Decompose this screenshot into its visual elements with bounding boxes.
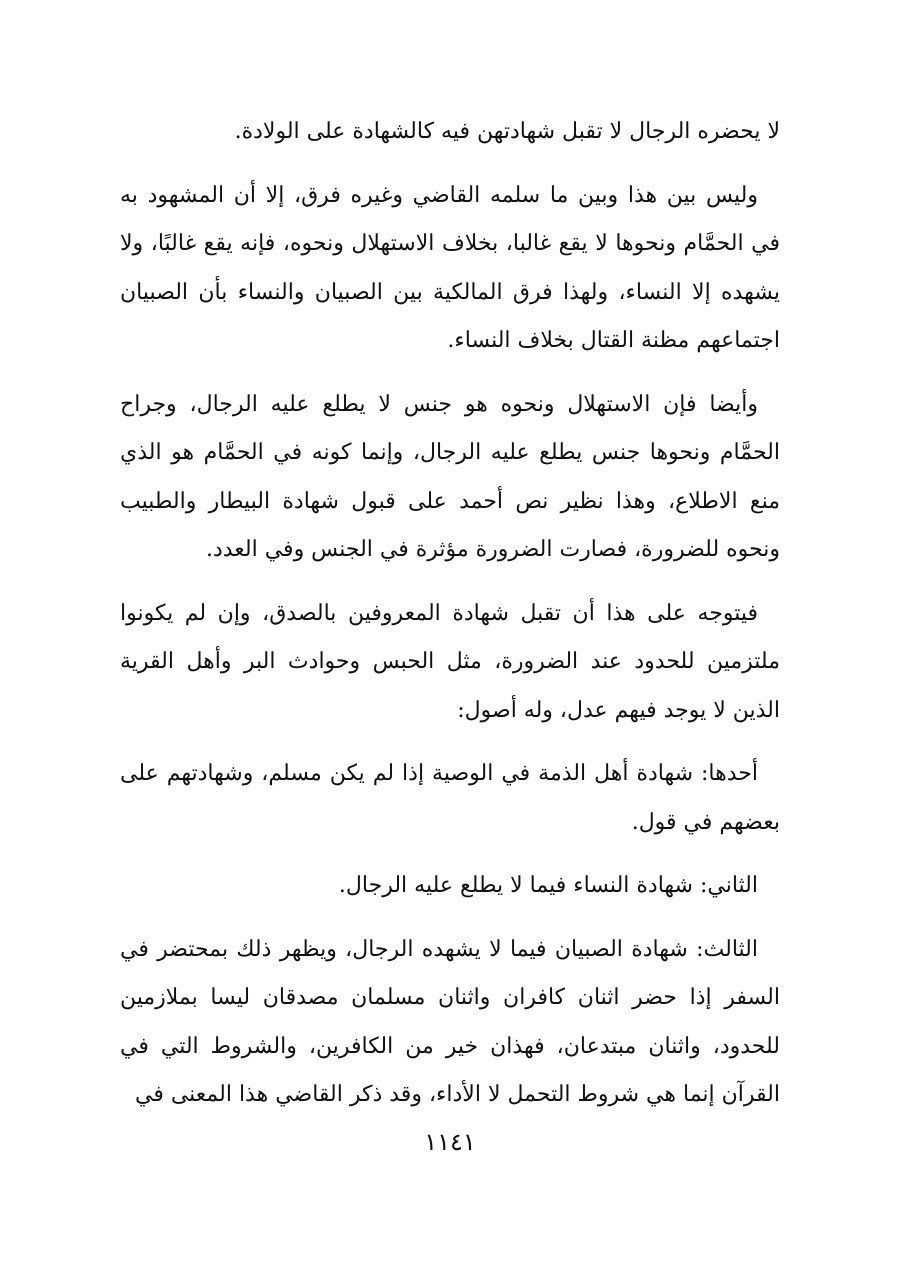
paragraph-second-principle: الثاني: شهادة النساء فيما لا يطلع عليه الرجال.: [338, 873, 758, 898]
body-text: [120, 108, 780, 1135]
paragraph: وأيضا فإن الاستهلال ونحوه هو جنس لا يطلع عليه الرجال، وجراح الحمَّام ونحوها جنس يطلع عليه الرجال، وإنما كونه في الحمَّام هو الذي منع الاطلاع، وهذا نظير نص أحمد على قبول شهادة البيطار والطبيب ونحوه للضرورة، فصارت الضرورة مؤثرة في الجنس وفي العدد.: [120, 391, 780, 562]
paragraph-first-principle: أحدها: شهادة أهل الذمة في الوصية إذا لم يكن مسلم، وشهادتهم على بعضهم في قول.: [120, 761, 780, 835]
paragraph: فيتوجه على هذا أن تقبل شهادة المعروفين بالصدق، وإن لم يكونوا ملتزمين للحدود عند الضرورة، مثل الحبس وحوادث البر وأهل القرية الذين لا يوجد فيهم عدل، وله أصول:: [120, 600, 780, 723]
paragraph-continuation: لا يحضره الرجال لا تقبل شهادتهن فيه كالشهادة على الولادة.: [234, 119, 780, 144]
paragraph-third-principle: الثالث: شهادة الصبيان فيما لا يشهده الرجال، ويظهر ذلك بمحتضر في السفر إذا حضر اثنان كافران واثنان مسلمان مصدقان ليسا بملازمين للحدود، واثنان مبتدعان، فهذان خير من الكافرين، والشروط التي في القرآن إنما هي شروط التحمل لا الأداء، وقد ذكر القاضي هذا المعنى في: [120, 936, 780, 1107]
page-number: ١١٤١: [424, 1128, 476, 1156]
paragraph: وليس بين هذا وبين ما سلمه القاضي وغيره فرق، إلا أن المشهود به في الحمَّام ونحوها لا يقع غالبا، بخلاف الاستهلال ونحوه، فإنه يقع غالبًا، ولا يشهده إلا النساء، ولهذا فرق المالكية بين الصبيان والنساء بأن الصبيان اجتماعهم مظنة القتال بخلاف النساء.: [120, 182, 780, 353]
